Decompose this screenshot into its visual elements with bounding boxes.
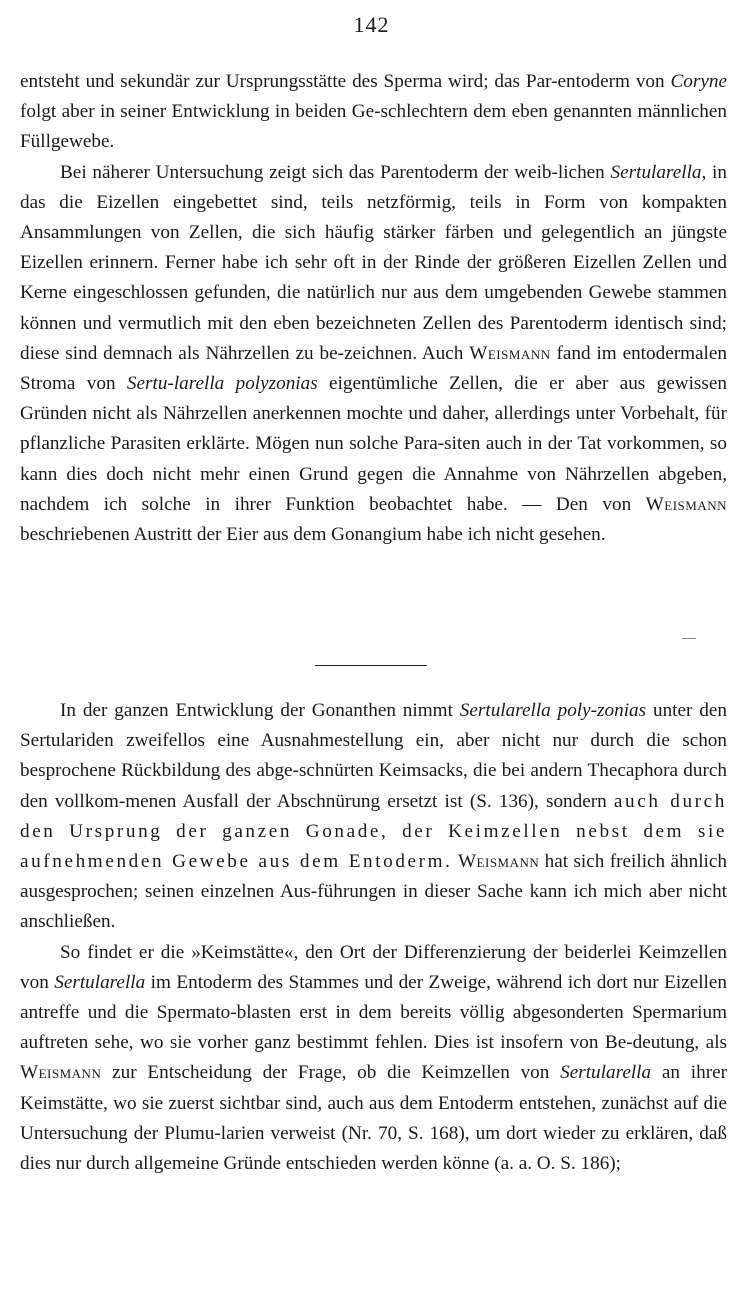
spaced-emphasis: auch durch den Ursprung der ganzen Gonade, der Keimzellen nebst dem sie aufnehmenden Gewebe aus dem Entoderm. [20,790,727,873]
text-run: entsteht und sekundär zur Ursprungsstätte des Sperma wird; das Par-entoderm von [20,71,671,92]
text-run: beschriebenen Austritt der Eier aus dem Gonangium habe ich nicht gesehen. [20,524,606,546]
paragraph-3 [20,696,727,938]
italic-taxon: Sertularella, [610,161,707,183]
text-run: eigentümliche Zellen, die er aber aus gewissen Gründen nicht als Nährzellen anerkennen mochte und daher, allerdings unter Vorbehalt, für pflanzliche Parasiten erklärte. Mögen nun solche Para-siten auch in der Tat vorkommen, so kann dies doch nicht mehr einen Grund gegen die Annahme von Nährzellen abgeben, nachdem ich solche in ihrer Funktion beobachtet habe. — Den von [20,373,727,515]
text-run: an ihrer Keimstätte, wo sie zuerst sichtbar sind, auch aus dem Entoderm entstehen, zunächst auf die Untersuchung der Plumu-larien verweist (Nr. 70, S. 168), um dort wieder zu erklären, daß dies nur durch allgemeine Gründe entschieden werden könne (a. a. O. S. 186); [20,1062,727,1175]
text-run: hat sich freilich ähnlich ausgesprochen; seinen einzelnen Aus-führungen in dieser Sache kann ich mich aber nicht anschließen. [20,851,727,933]
author-name: Weismann [645,493,727,515]
italic-taxon: Sertularella poly-zonias [459,700,647,721]
italic-taxon: Coryne [670,71,727,92]
paragraph-2 [20,158,727,551]
text-run: Bei näherer Untersuchung zeigt sich das Parentoderm der weib-lichen [60,161,611,183]
text-run: fand im entodermalen Stroma von [20,342,727,395]
print-mark [682,638,696,639]
italic-taxon: Sertularella [560,1062,652,1084]
text-run: zur Entscheidung der Frage, ob die Keimzellen von [101,1062,561,1084]
author-name: Weismann [457,851,540,873]
text-run: folgt aber in seiner Entwicklung in beiden Ge-schlechtern dem eben genannten männlichen Füllgewebe. [20,101,727,153]
author-name: Weismann [20,1062,102,1084]
italic-taxon: Sertu-larella polyzonias [126,373,318,395]
author-name: Weismann [469,342,551,364]
text-run: So findet er die »Keimstätte«, den Ort der Differenzierung der beiderlei Keimzellen von [20,941,727,993]
paragraph-1 [20,67,727,158]
text-run: In der ganzen Entwicklung der Gonanthen nimmt [60,700,460,721]
page-number: 142 [353,12,390,37]
section-divider [315,665,427,666]
italic-taxon: Sertularella [54,971,146,993]
text-run: im Entoderm des Stammes und der Zweige, während ich dort nur Eizellen antreffe und die Spermato-blasten erst in dem bereits völlig abgesonderten Spermarium auftreten sehe, wo sie vorher ganz bestimmt fehlen. Dies ist insofern von Be-deutung, als [20,971,727,1054]
text-run: unter den Sertulariden zweifellos eine Ausnahmestellung ein, aber nicht nur durch die schon besprochene Rückbildung des abge-schnürten Keimsacks, die bei andern Thecaphora durch den vollkom-menen Ausfall der Abschnürung ersetzt ist (S. 136), sondern [20,700,727,812]
text-block-lower [20,696,727,1179]
paragraph-4 [20,938,727,1180]
text-run: in das die Eizellen eingebettet sind, teils netzförmig, teils in Form von kompakten Ansammlungen von Zellen, die sich häufig stärker färben und gelegentlich an jüngste Eizellen erinnern. Ferner habe ich sehr oft in der Rinde der größeren Eizellen Zellen und Kerne eingeschlossen gefunden, die natürlich nur aus dem umgebenden Gewebe stammen können und vermutlich mit den eben bezeichneten Zellen des Parentoderm identisch sind; diese sind demnach als Nährzellen zu be-zeichnen. Auch [20,161,727,364]
text-block-upper [20,67,727,550]
